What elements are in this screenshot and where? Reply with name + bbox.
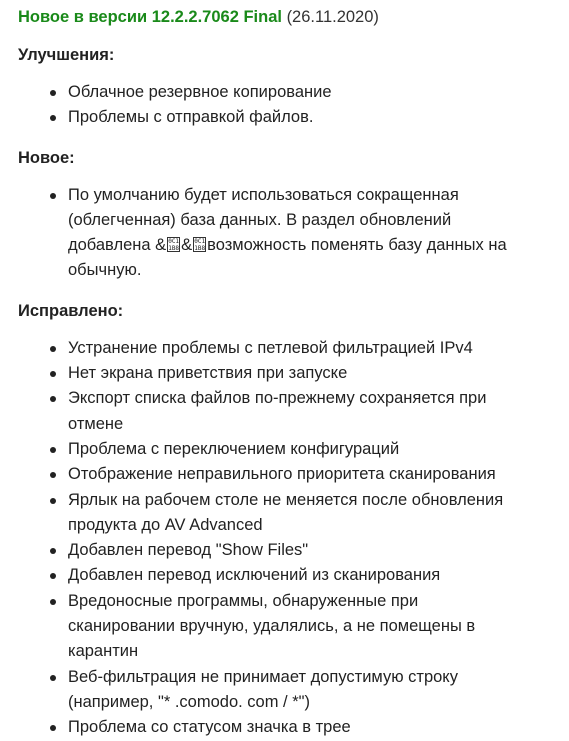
- list-item: [50, 488, 526, 539]
- list-item-text: Проблема с переключением конфигураций: [68, 439, 400, 458]
- list-item: [50, 715, 526, 740]
- version-header: [18, 6, 559, 28]
- list-item-text-part2: &: [181, 236, 193, 255]
- bullet-icon: [50, 396, 56, 402]
- list-item-text: Веб-фильтрация не принимает допустимую строку (например, "* .comodo. com / *"): [68, 667, 458, 711]
- list-item: [50, 538, 526, 563]
- bullet-icon: [50, 346, 56, 352]
- list-item-text: Устранение проблемы с петлевой фильтрацией IPv4: [68, 338, 473, 357]
- bullet-icon: [50, 447, 56, 453]
- list-item: [50, 589, 526, 665]
- missing-glyph-icon: 0C1 1B8: [168, 238, 180, 253]
- list-item-text: Проблема со статусом значка в трее: [68, 718, 351, 737]
- list-item-text: Облачное резервное копирование: [68, 83, 332, 101]
- list-item: [50, 665, 526, 716]
- list-item: [50, 462, 526, 487]
- list-item-text: Отображение неправильного приоритета сканирования: [68, 465, 496, 484]
- bullet-icon: [50, 115, 56, 121]
- bullet-icon: [50, 472, 56, 478]
- bullet-icon: [50, 599, 56, 605]
- list-item: [50, 563, 526, 588]
- list-item-text: Проблемы с отправкой файлов.: [68, 108, 314, 127]
- new-list: [18, 183, 559, 284]
- improvements-list: [18, 80, 559, 131]
- section-heading-new: Новое:: [18, 148, 75, 167]
- list-item-text: Нет экрана приветствия при запуске: [68, 364, 348, 383]
- list-item-text: Экспорт списка файлов по-прежнему сохраняется при отмене: [68, 389, 487, 433]
- missing-glyph-icon: 0C1 1B8: [194, 238, 206, 253]
- bullet-icon: [50, 193, 56, 199]
- list-item: [50, 80, 526, 105]
- bullet-icon: [50, 548, 56, 554]
- fixed-list: [18, 336, 559, 741]
- list-item-text: Ярлык на рабочем столе не меняется после обновления продукта до AV Advanced: [68, 490, 504, 534]
- bullet-icon: [50, 573, 56, 579]
- list-item: [50, 361, 526, 386]
- bullet-icon: [50, 675, 56, 681]
- list-item-text: Добавлен перевод исключений из сканирования: [68, 566, 441, 585]
- section-heading-improvements: Улучшения:: [18, 46, 115, 64]
- list-item-text: Вредоносные программы, обнаруженные при сканировании вручную, удалялись, а не помещены в карантин: [68, 591, 476, 661]
- list-item-text-part1: По умолчанию будет использоваться сокращенная (облегченная) база данных. В раздел обновлений добавлена &: [68, 185, 459, 255]
- bullet-icon: [50, 90, 56, 96]
- bullet-icon: [50, 725, 56, 731]
- list-item: [50, 336, 526, 361]
- bullet-icon: [50, 498, 56, 504]
- version-date: (26.11.2020): [286, 8, 379, 26]
- list-item: [50, 183, 526, 284]
- list-item: [50, 386, 526, 437]
- list-item: [50, 105, 526, 130]
- list-item-text-part3: возможность поменять базу данных на обычную.: [68, 236, 507, 280]
- list-item: [50, 437, 526, 462]
- list-item-text: Добавлен перевод "Show Files": [68, 541, 309, 560]
- bullet-icon: [50, 371, 56, 377]
- version-title: Новое в версии 12.2.2.7062 Final: [18, 8, 282, 26]
- section-heading-fixed: Исправлено:: [18, 301, 124, 320]
